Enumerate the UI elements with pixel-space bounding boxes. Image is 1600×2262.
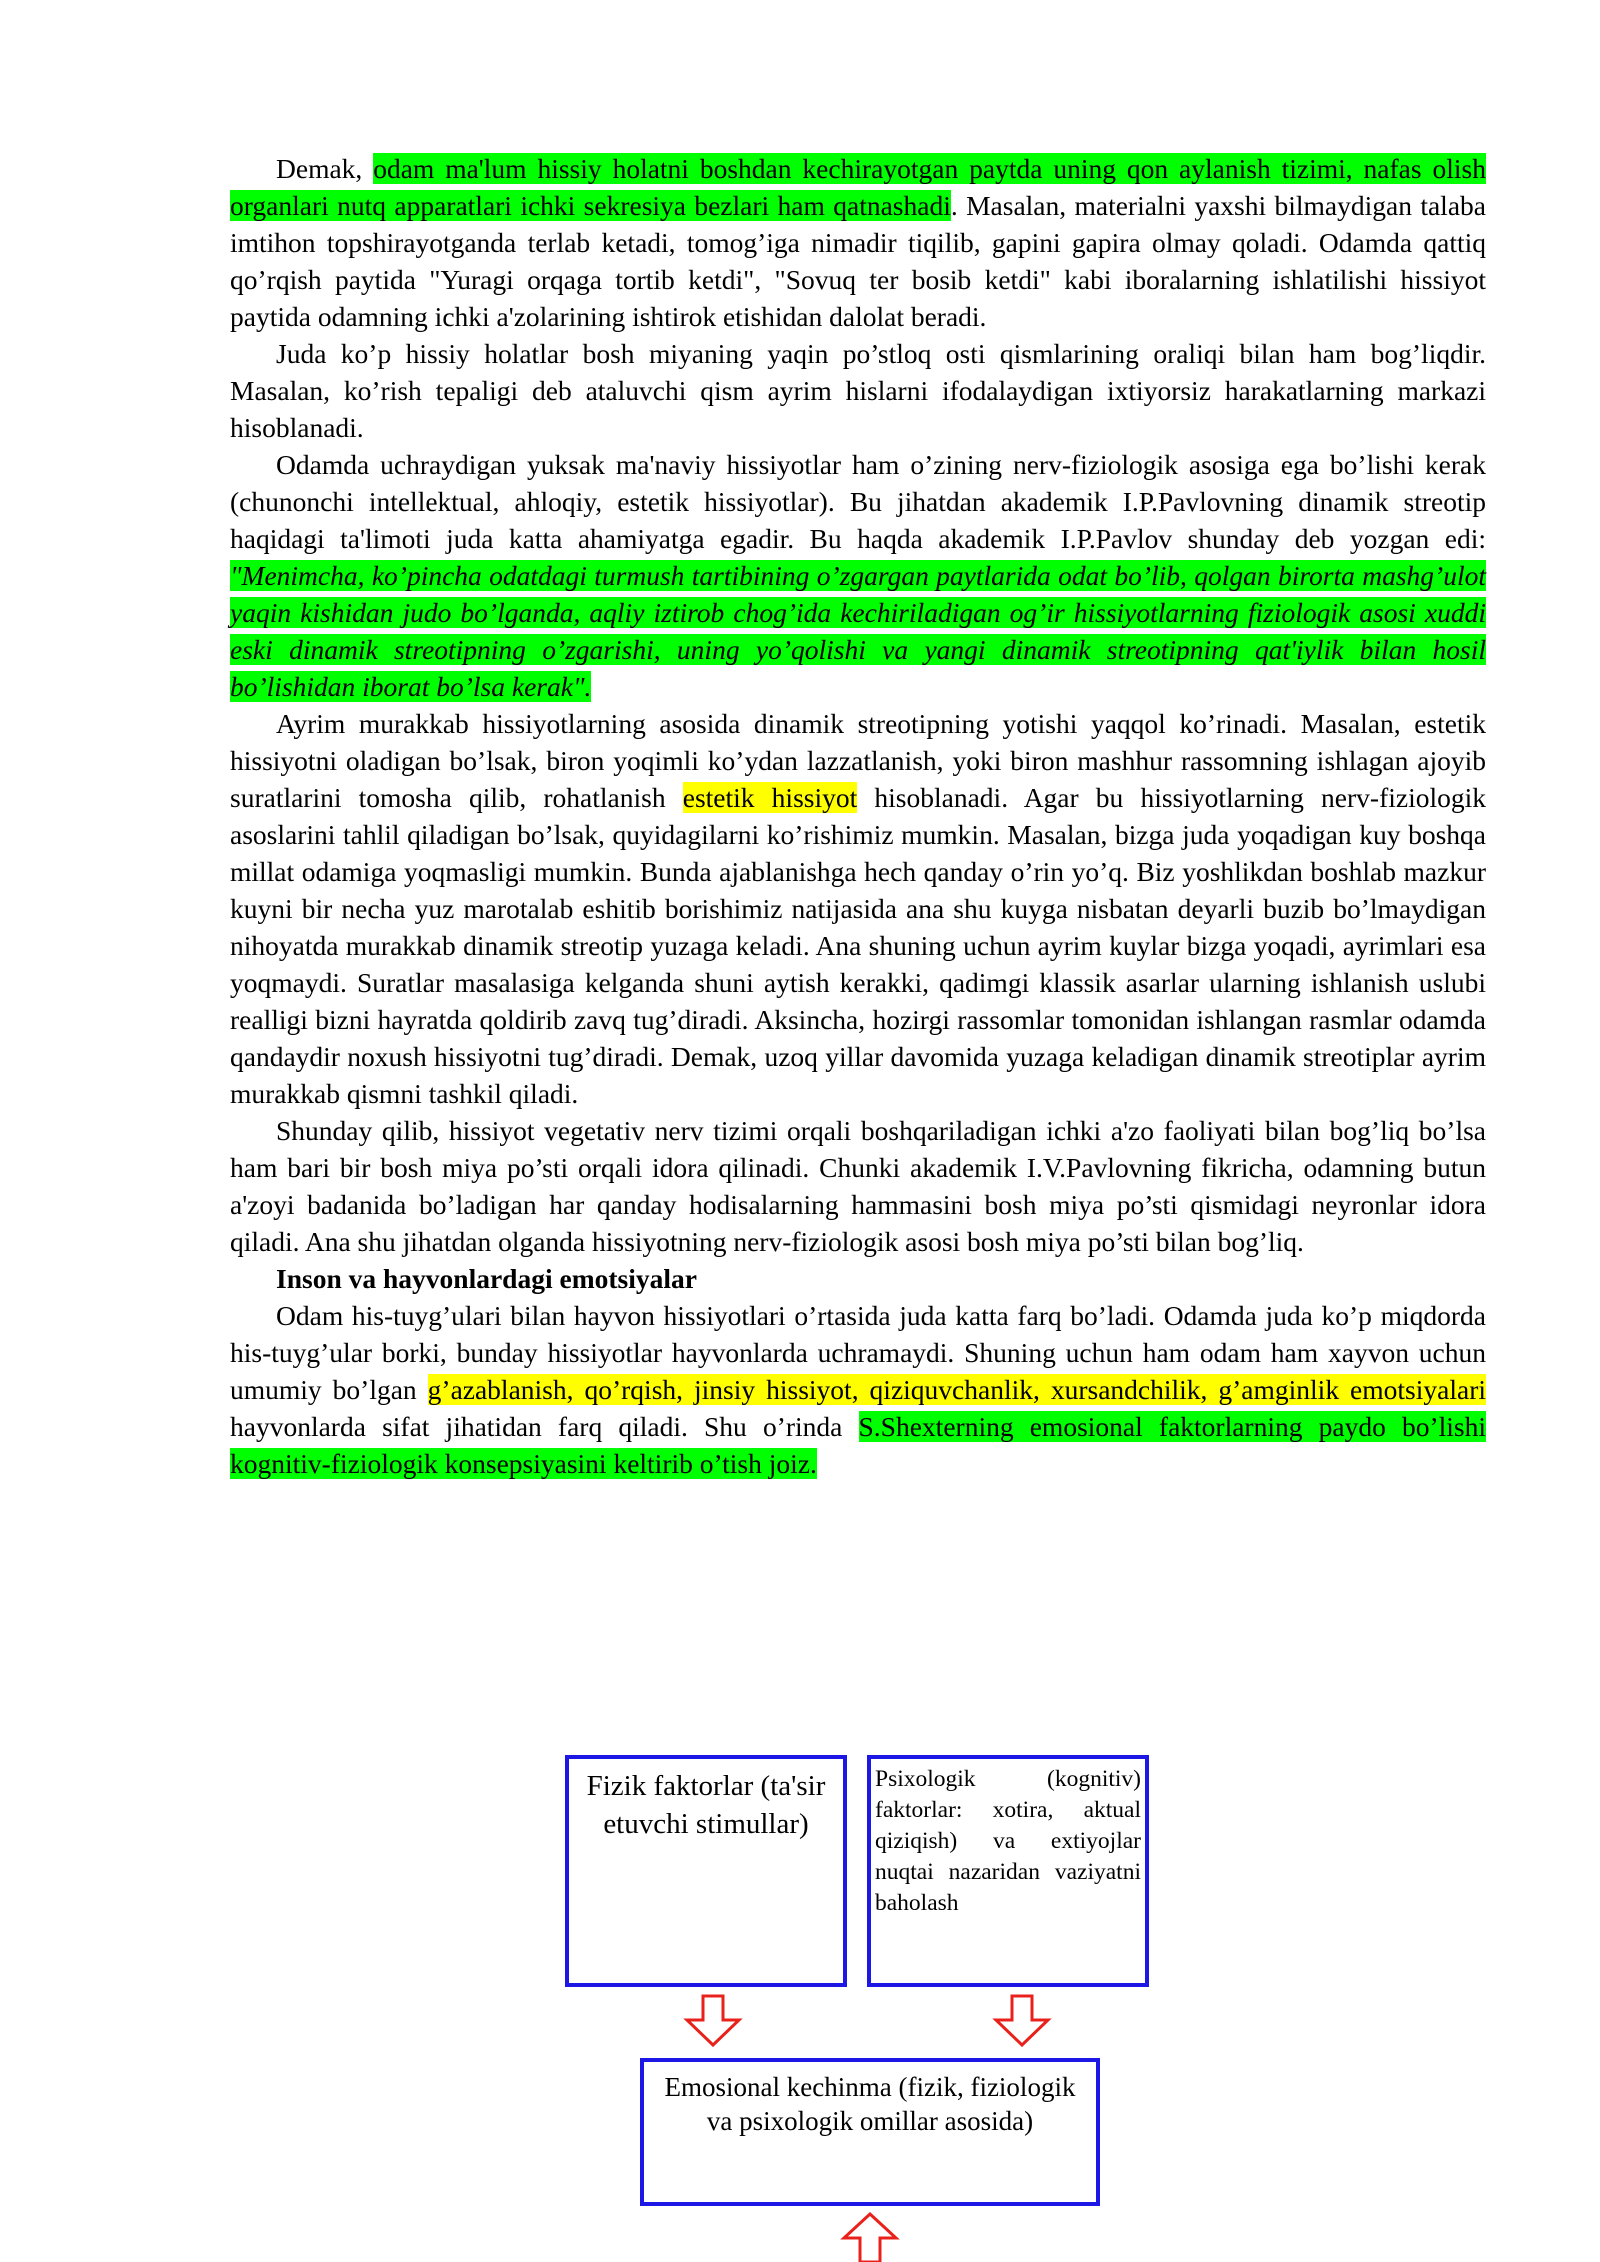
paragraph-1 [230, 150, 1486, 335]
paragraph-3 [230, 446, 1486, 705]
physical-factors-box: Fizik faktorlar (ta'sir etuvchi stimullar) [565, 1755, 847, 1987]
text-run: Demak, [276, 153, 374, 184]
paragraph-5: Shunday qilib, hissiyot vegetativ nerv tizimi orqali boshqariladigan ichki a'zo faoliyati bilan bog’liq bo’lsa ham bari bir bosh miya po’sti orqali idora qilinadi. Chunki akademik I.V.Pavlovning fikricha, odamning butun a'zoyi badanida bo’ladigan har qanday hodisalarning hammasini bosh miya po’sti qismidagi neyronlar idora qiladi. Ana shu jihatdan olganda hissiyotning nerv-fiziologik asosi bosh miya po’sti bilan bog’liq. [230, 1115, 1486, 1257]
emotional-experience-box: Emosional kechinma (fizik, fiziologik va psixologik omillar asosida) [640, 2058, 1100, 2206]
yellow-highlight: estetik hissiyot [682, 782, 858, 813]
arrow-down-right-icon [992, 1994, 1052, 2048]
text-run: hayvonlarda sifat jihatidan farq qiladi. Shu o’rinda [230, 1411, 859, 1442]
paragraph-6 [230, 1297, 1486, 1482]
cognitive-factors-box: Psixologik (kognitiv) faktorlar: xotira, aktual qiziqish) va extiyojlar nuqtai nazaridan vaziyatni baholash [867, 1755, 1149, 1987]
pavlov-quote: "Menimcha, ko’pincha odatdagi turmush tartibining o’zgargan paytlarida odat bo’lib, qolgan birorta mashg’ulot yaqin kishidan judo bo’lganda, aqliy iztirob chog’ida kechiriladigan og’ir hissiyotlarning fiziologik asosi xuddi eski dinamik streotipning o’zgarishi, uning yo’qolishi va yangi dinamik streotipning qat'iylik bilan hosil bo’lishidan iborat bo’lsa kerak". [230, 560, 1486, 702]
document-page [230, 150, 1486, 1482]
green-highlight: S.Shexterning emosional faktorlarning paydo bo’lishi kognitiv-fiziologik konsepsiyasini keltirib o’tish joiz. [230, 1411, 1487, 1479]
text-run: Odam his-tuyg’ulari bilan hayvon hissiyotlari o’rtasida juda katta farq bo’ladi. Odamda juda ko’p miqdorda his-tuyg’ular borki, bunday hissiyotlar hayvonlarda uchramaydi. Shuning uchun ham odam ham xayvon uchun umumiy bo’lgan [230, 1300, 1486, 1405]
arrow-down-left-icon [683, 1994, 743, 2048]
text-run: Odamda uchraydigan yuksak ma'naviy hissiyotlar ham o’zining nerv-fiziologik asosiga ega bo’lishi kerak (chunonchi intellektual, ahloqiy, estetik hissiyotlar). Bu jihatdan akademik I.P.Pavlovning dinamik streotip haqidagi ta'limoti juda katta ahamiyatga egadir. Bu haqda akademik I.P.Pavlov shunday deb yozgan edi: [230, 449, 1486, 554]
section-heading: Inson va hayvonlardagi emotsiyalar [276, 1263, 697, 1294]
text-run: . Masalan, materialni yaxshi bilmaydigan talaba imtihon topshirayotganda terlab ketadi, tomog’iga nimadir tiqilib, gapini gapira olmay qoladi. Odamda qattiq qo’rqish paytida "Yuragi orqaga tortib ketdi", "Sovuq ter bosib ketdi" kabi iboralarning ishlatilishi hissiyot paytida odamning ichki a'zolarining ishtirok etishidan dalolat beradi. [230, 190, 1486, 332]
yellow-highlight: g’azablanish, qo’rqish, jinsiy hissiyot, qiziquvchanlik, xursandchilik, g’amginlik emotsiyalari [427, 1374, 1486, 1405]
paragraph-4 [230, 705, 1486, 1112]
arrow-up-icon [840, 2212, 900, 2262]
green-highlight: odam ma'lum hissiy holatni boshdan kechirayotgan paytda uning qon aylanish tizimi, nafas olish organlari nutq apparatlari ichki sekresiya bezlari ham qatnashadi [230, 153, 1486, 221]
text-run: Ayrim murakkab hissiyotlarning asosida dinamik streotipning yotishi yaqqol ko’rinadi. Masalan, estetik hissiyotni oladigan bo’lsak, biron yoqimli ko’ydan lazzatlanish, yoki biron mashhur rassomning ishlagan ajoyib suratlarini tomosha qilib, rohatlanish [230, 708, 1486, 813]
paragraph-2: Juda ko’p hissiy holatlar bosh miyaning yaqin po’stloq osti qismlarining oraliqi bilan ham bog’liqdir. Masalan, ko’rish tepaligi deb ataluvchi qism ayrim hislarni ifodalaydigan ixtiyorsiz harakatlarning markazi hisoblanadi. [230, 338, 1486, 443]
text-run: hisoblanadi. Agar bu hissiyotlarning nerv-fiziologik asoslarini tahlil qiladigan bo’lsak, quyidagilarni ko’rishimiz mumkin. Masalan, bizga juda yoqadigan kuy boshqa millat odamiga yoqmasligi mumkin. Bunda ajablanishga hech qanday o’rin yo’q. Biz yoshlikdan boshlab mazkur kuyni bir necha yuz marotalab eshitib borishimiz natijasida ana shu kuyga nisbatan deyarli buzib bo’lmaydigan nihoyatda murakkab dinamik streotip yuzaga keladi. Ana shuning uchun ayrim kuylar bizga yoqadi, ayrimlari esa yoqmaydi. Suratlar masalasiga kelganda shuni aytish kerakki, qadimgi klassik asarlar ularning ishlanish uslubi realligi bizni hayratda qoldirib zavq tug’diradi. Aksincha, hozirgi rassomlar tomonidan ishlangan rasmlar odamda qandaydir noxush hissiyotni tug’diradi. Demak, uzoq yillar davomida yuzaga keladigan dinamik streotiplar ayrim murakkab qismni tashkil qiladi. [230, 782, 1487, 1109]
